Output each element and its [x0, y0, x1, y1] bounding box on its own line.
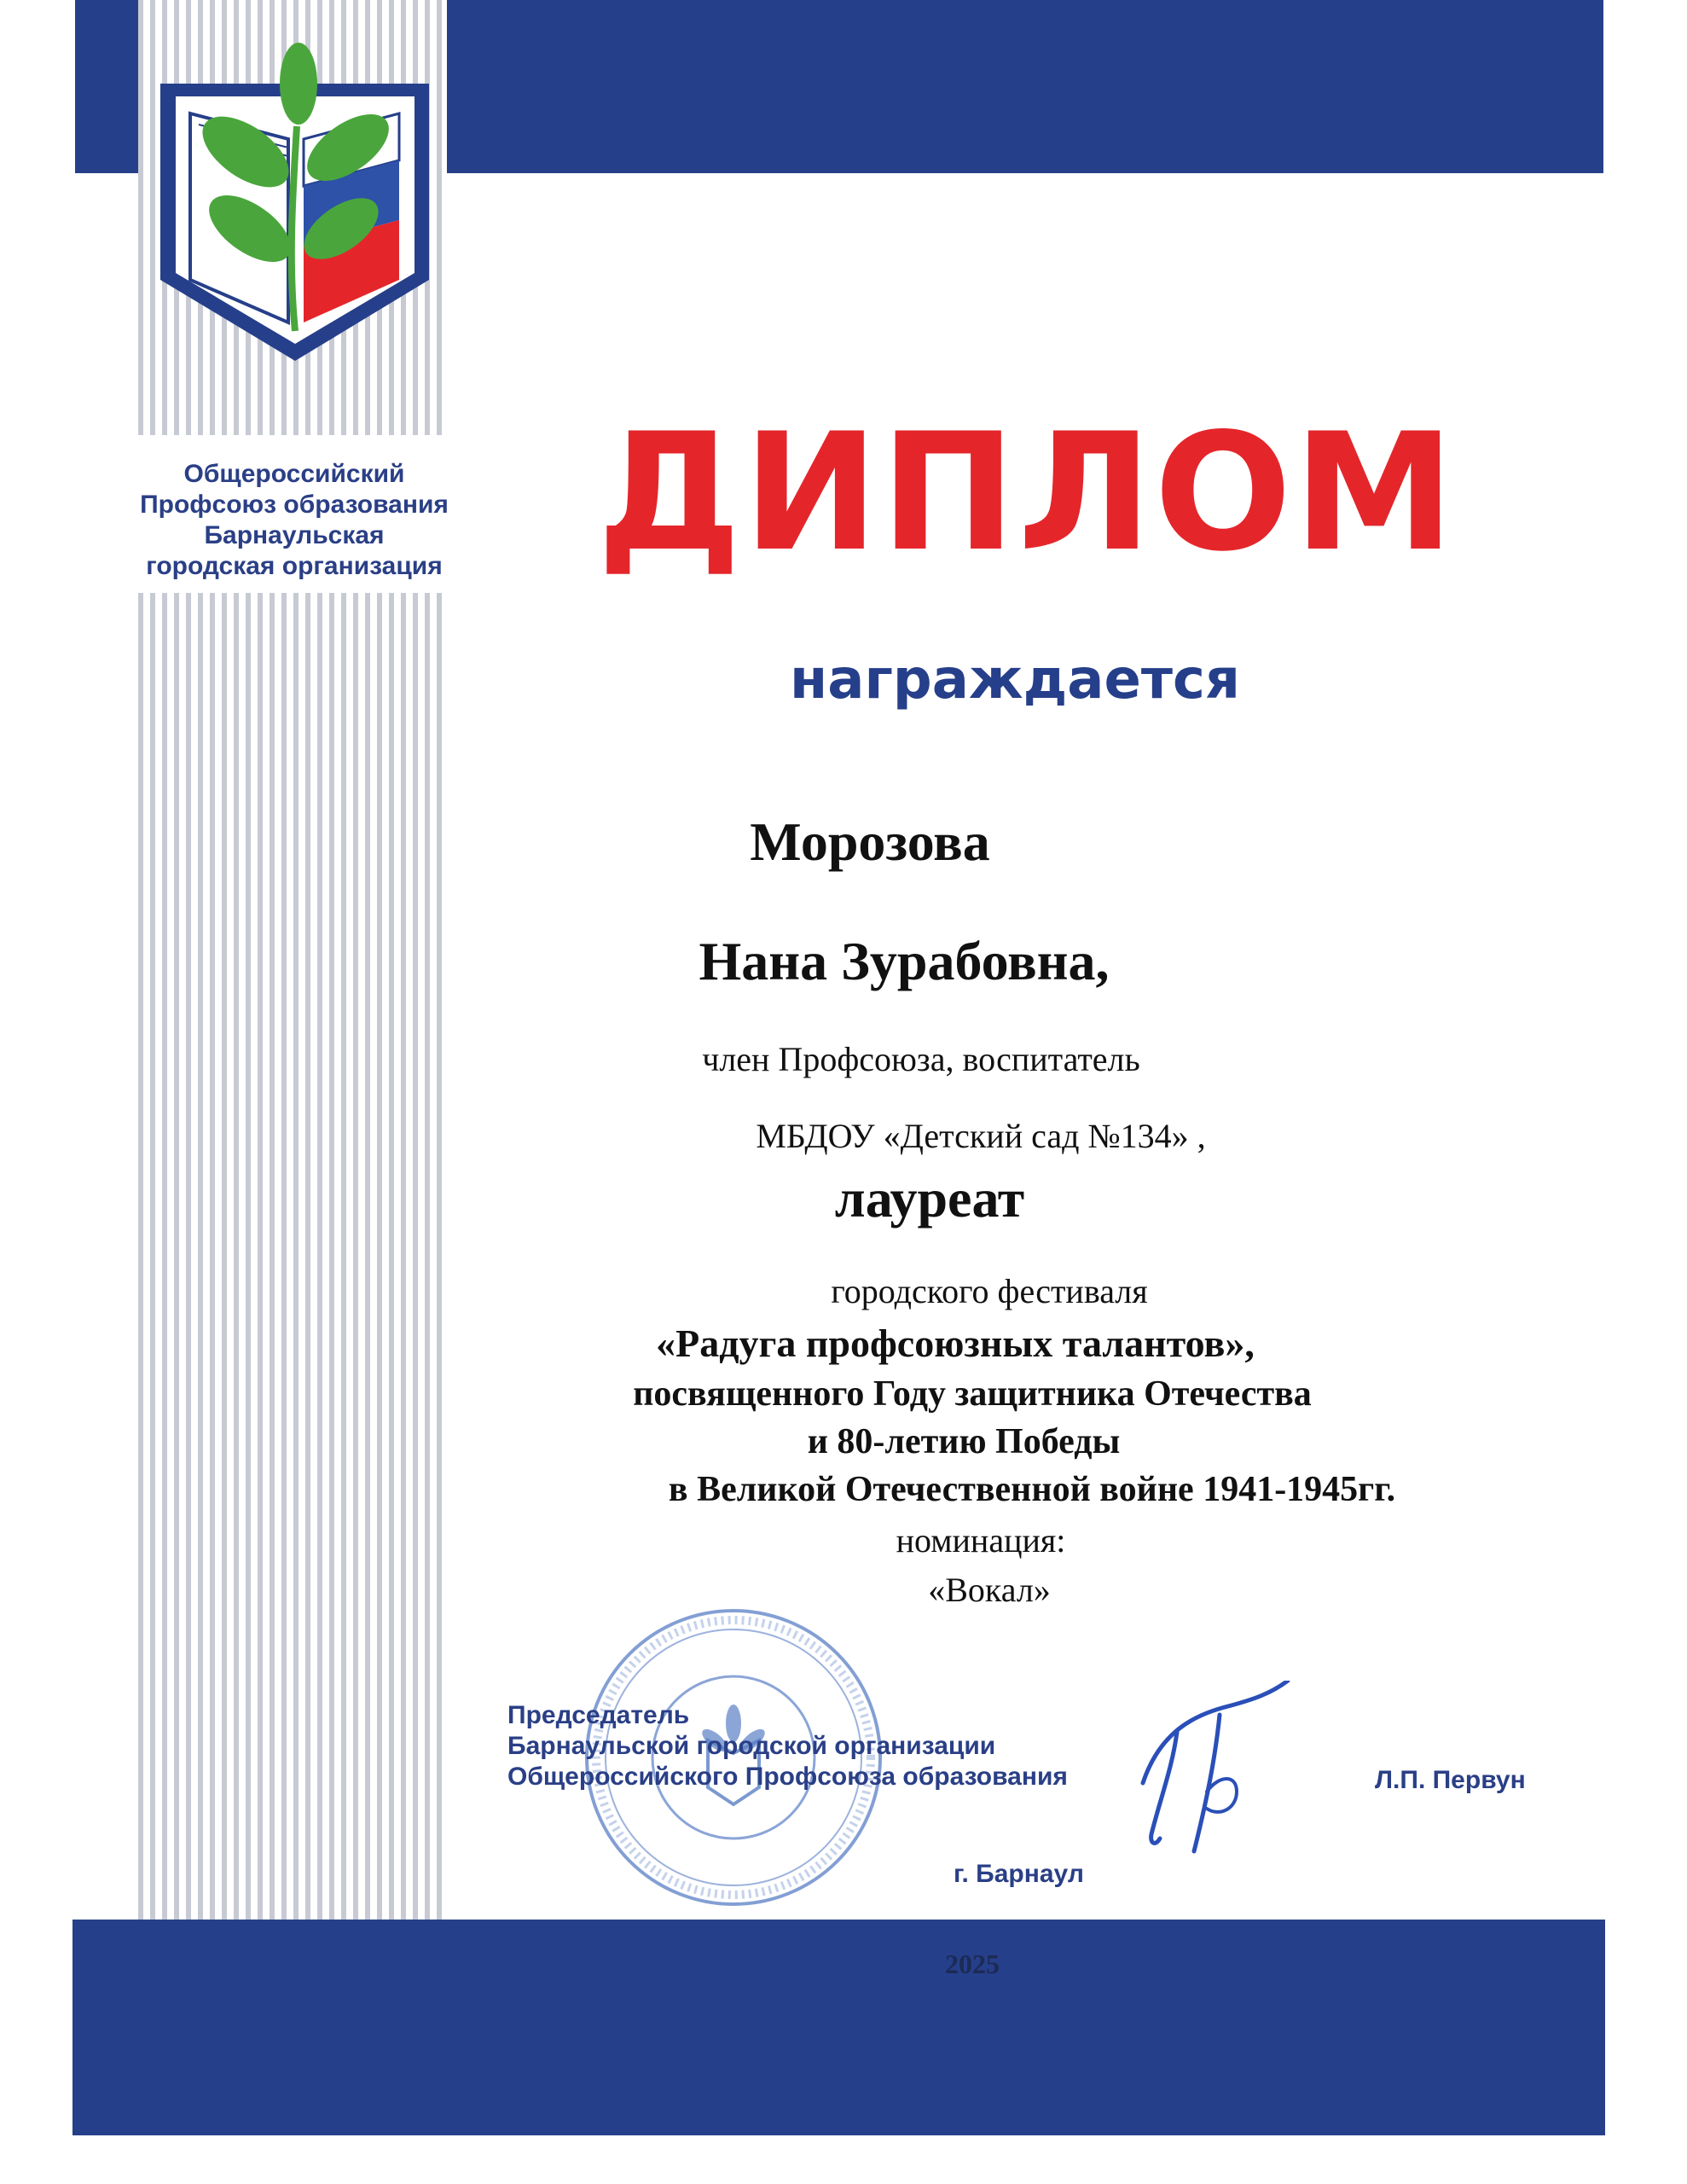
dedication-line-3: в Великой Отечественной войне 1941-1945гг.	[668, 1470, 1396, 1509]
signatory-title-1: Председатель	[507, 1701, 690, 1729]
decorative-stripes-left	[138, 593, 447, 2135]
union-logo	[143, 24, 446, 365]
diploma-title: ДИПЛОМ	[597, 398, 1457, 587]
city: г. Барнаул	[954, 1860, 1084, 1888]
signatory-name: Л.П. Первун	[1375, 1766, 1526, 1794]
dedication-line-1: посвященного Году защитника Отечества	[633, 1374, 1312, 1414]
year: 2025	[945, 1949, 1000, 1979]
institution-line: МБДОУ «Детский сад №134» ,	[756, 1117, 1206, 1155]
org-line-2: Профсоюз образования	[140, 491, 449, 519]
nomination-label: номинация:	[896, 1521, 1066, 1560]
dedication-line-2: и 80-летию Победы	[807, 1422, 1121, 1461]
signatory-title-2: Барнаульской городской организации	[507, 1732, 996, 1760]
bottom-blue-band	[72, 1920, 1605, 2135]
signatory-title-3: Общероссийского Профсоюза образования	[507, 1763, 1068, 1791]
recipient-surname: Морозова	[750, 811, 990, 872]
awarded-label: награждается	[790, 648, 1240, 712]
signature	[1126, 1681, 1296, 1868]
nomination-value: «Вокал»	[928, 1571, 1051, 1609]
status-laureate: лауреат	[834, 1168, 1025, 1228]
org-line-3: Барнаульская	[204, 521, 385, 549]
festival-intro: городского фестиваля	[831, 1272, 1148, 1310]
recipient-name: Нана Зурабовна,	[699, 931, 1110, 991]
org-line-1: Общероссийский	[183, 460, 405, 488]
org-line-4: городская организация	[146, 552, 443, 580]
festival-name: «Радуга профсоюзных талантов»,	[656, 1321, 1255, 1365]
role-line: член Профсоюза, воспитатель	[702, 1040, 1140, 1078]
